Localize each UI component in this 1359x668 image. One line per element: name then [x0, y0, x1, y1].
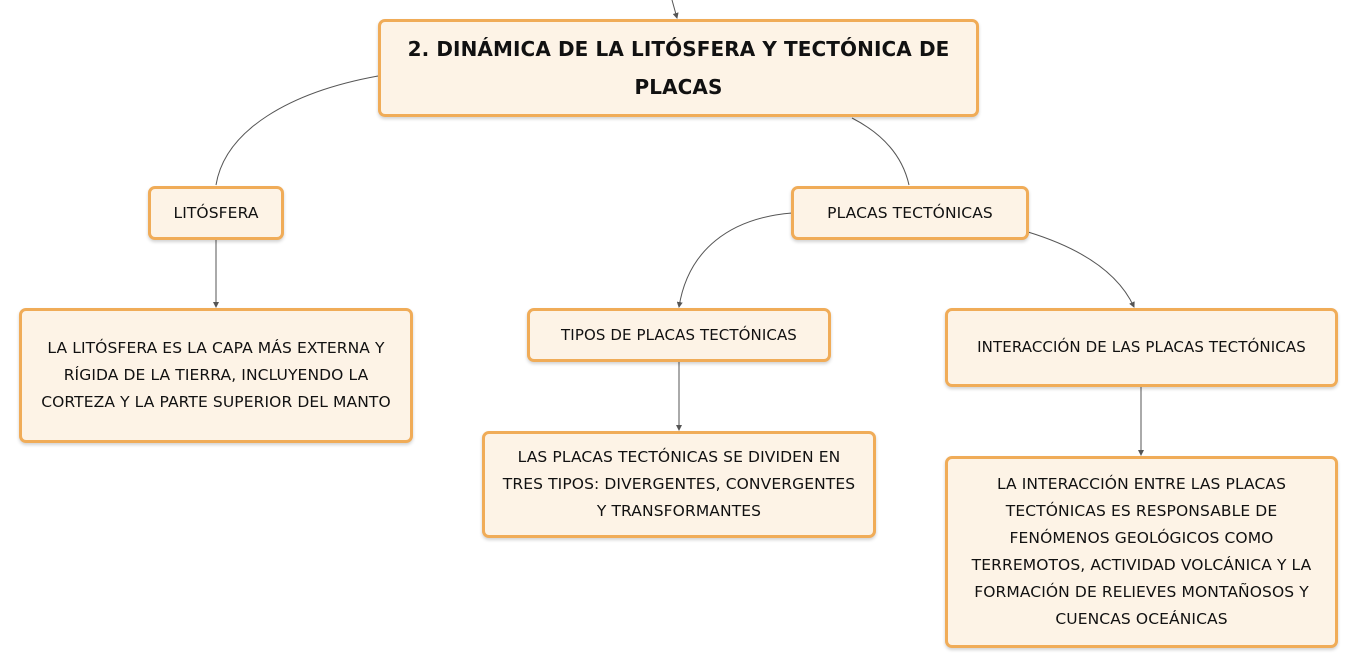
topic-node-tipos-description[interactable]: [482, 431, 876, 538]
topic-node-placas-tectonicas[interactable]: [791, 186, 1029, 240]
topic-node-litosfera-description[interactable]: [19, 308, 413, 443]
connector-incoming: [672, 0, 677, 18]
topic-label-interaccion: INTERACCIÓN DE LAS PLACAS TECTÓNICAS: [977, 338, 1306, 356]
root-topic-label: 2. DINÁMICA DE LA LITÓSFERA Y TECTÓNICA DE PLACAS: [407, 37, 950, 99]
connector-placas-interaccion: [1028, 232, 1134, 307]
topic-label-tipos-description: LAS PLACAS TECTÓNICAS SE DIVIDEN EN TRES TIPOS: DIVERGENTES, CONVERGENTES Y TRANSFORMANTES: [502, 448, 856, 520]
topic-label-tipos-de-placas: TIPOS DE PLACAS TECTÓNICAS: [561, 325, 797, 344]
topic-node-tipos-de-placas[interactable]: [527, 308, 831, 362]
root-topic-node[interactable]: [378, 19, 979, 117]
topic-label-litosfera-description: LA LITÓSFERA ES LA CAPA MÁS EXTERNA Y RÍGIDA DE LA TIERRA, INCLUYENDO LA CORTEZA Y LA PARTE SUPERIOR DEL MANTO: [41, 339, 391, 411]
topic-node-interaccion-description[interactable]: [945, 456, 1338, 648]
connector-root-litosfera: [216, 76, 378, 185]
topic-label-placas-tectonicas: PLACAS TECTÓNICAS: [827, 203, 993, 222]
topic-node-litosfera[interactable]: [148, 186, 284, 240]
topic-label-litosfera: LITÓSFERA: [173, 203, 259, 222]
topic-node-interaccion[interactable]: [945, 308, 1338, 387]
connector-placas-tipos: [679, 213, 792, 307]
topic-label-interaccion-description: LA INTERACCIÓN ENTRE LAS PLACAS TECTÓNICAS ES RESPONSABLE DE FENÓMENOS GEOLÓGICOS COMO TERREMOTOS, ACTIVIDAD VOLCÁNICA Y LA FORMACIÓN DE RELIEVES MONTAÑOSOS Y CUENCAS OCEÁNICAS: [971, 475, 1312, 628]
connector-root-placas: [852, 118, 909, 185]
